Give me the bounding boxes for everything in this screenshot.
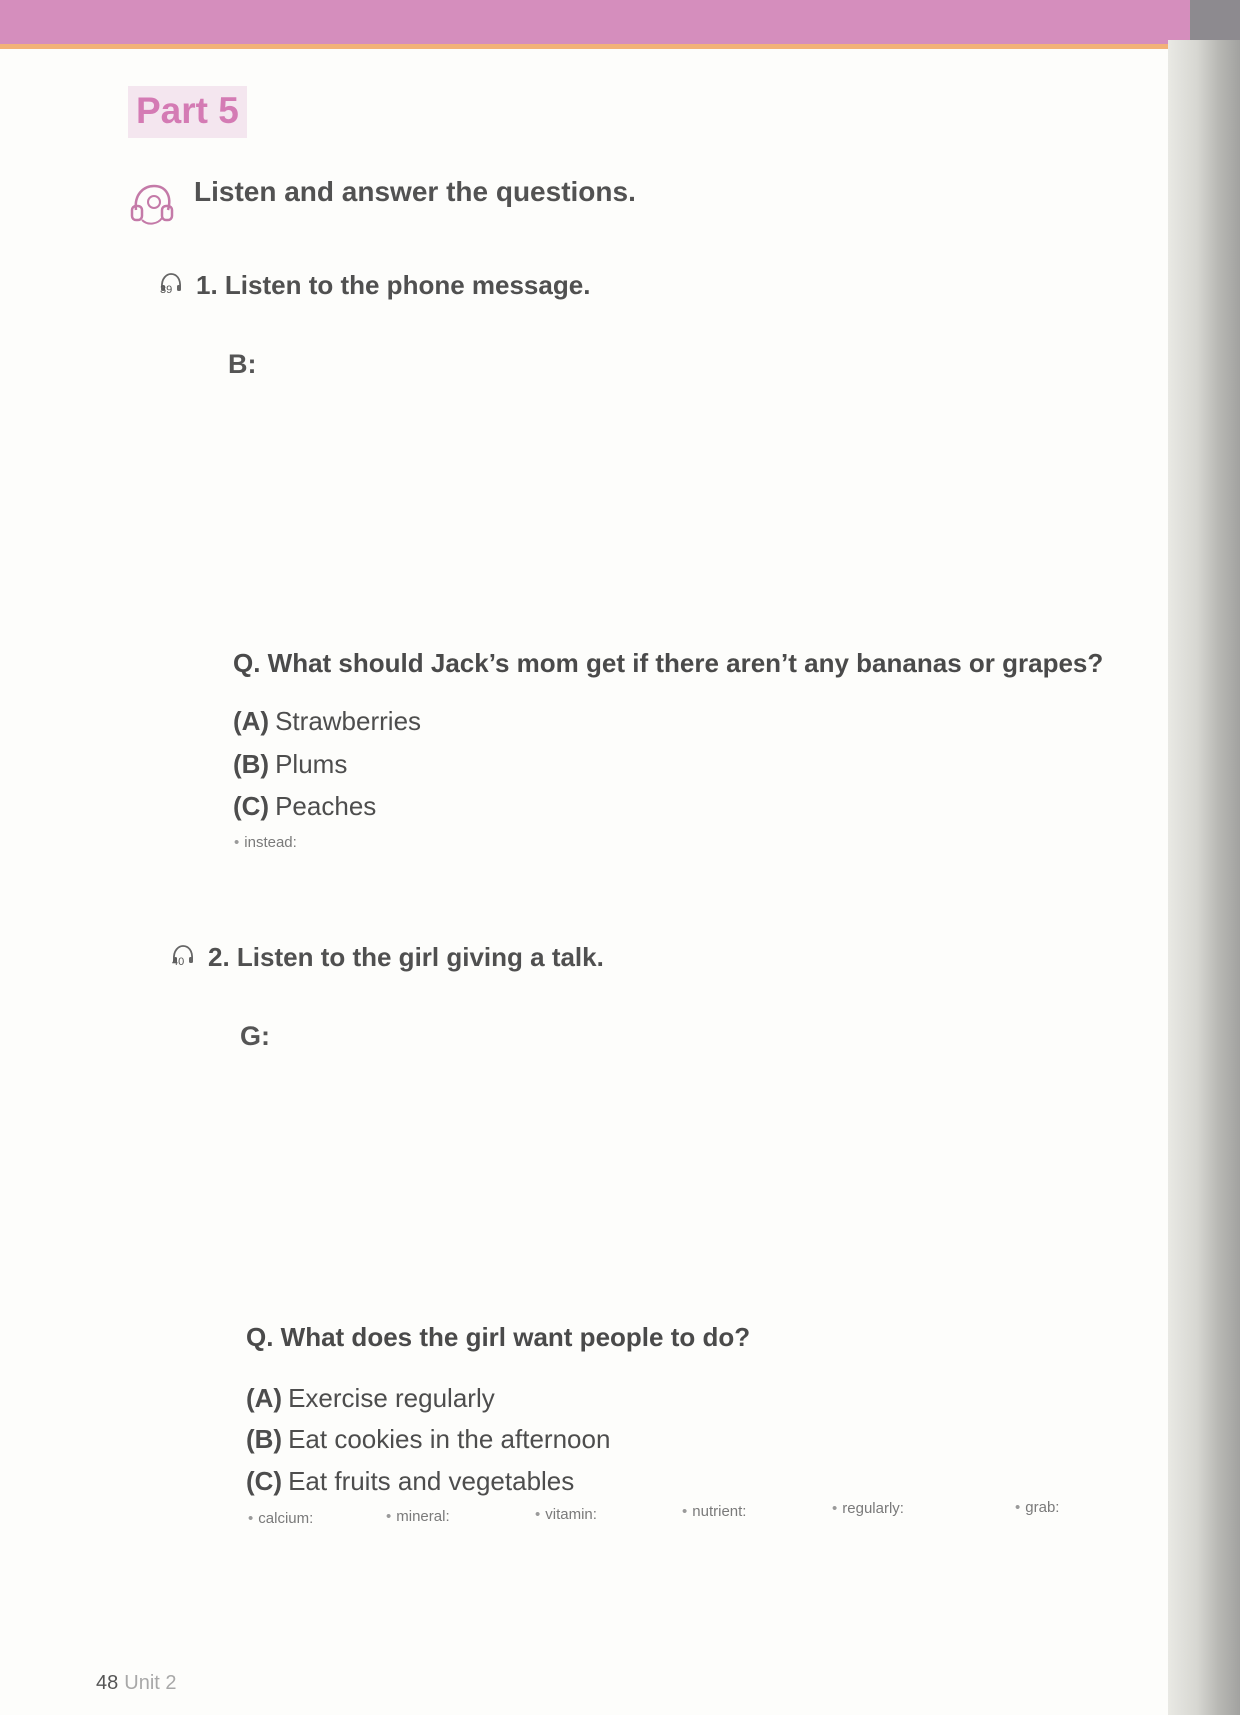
page-edge-shadow bbox=[1168, 40, 1240, 1715]
vocab-note: • nutrient: bbox=[682, 1503, 747, 1520]
page-number: 48 bbox=[96, 1672, 119, 1694]
question-2-heading: 2. Listen to the girl giving a talk. bbox=[208, 942, 604, 972]
answer-choice[interactable] bbox=[233, 749, 347, 780]
choice-letter: (A) bbox=[233, 706, 270, 736]
vocab-word: regularly: bbox=[842, 1500, 904, 1517]
choice-letter: (B) bbox=[233, 749, 270, 779]
vocab-word: nutrient: bbox=[692, 1503, 747, 1520]
unit-label: Unit 2 bbox=[124, 1672, 177, 1694]
audio-track-icon[interactable] bbox=[158, 272, 184, 307]
answer-choice[interactable] bbox=[233, 791, 376, 822]
track-number: 39 bbox=[160, 284, 173, 296]
part-title: Part 5 bbox=[128, 86, 247, 138]
headset-icon bbox=[128, 180, 176, 233]
speaker-label: B: bbox=[228, 349, 257, 379]
choice-text: Exercise regularly bbox=[288, 1383, 495, 1413]
vocab-word: mineral: bbox=[396, 1508, 450, 1525]
question-2-prompt: Q. What does the girl want people to do? bbox=[246, 1322, 751, 1352]
vocab-note: • instead: bbox=[234, 834, 297, 851]
vocab-note: • calcium: bbox=[248, 1510, 314, 1527]
answer-choice[interactable] bbox=[246, 1424, 610, 1455]
vocab-word: calcium: bbox=[258, 1510, 314, 1527]
vocab-word: vitamin: bbox=[545, 1506, 597, 1523]
page-footer bbox=[96, 1672, 177, 1695]
vocab-note: • grab: bbox=[1015, 1499, 1060, 1516]
track-number: 40 bbox=[172, 956, 185, 968]
choice-letter: (A) bbox=[246, 1383, 283, 1413]
choice-text: Plums bbox=[275, 749, 348, 779]
choice-letter: (C) bbox=[233, 791, 270, 821]
top-accent-line bbox=[0, 44, 1175, 49]
choice-text: Strawberries bbox=[275, 706, 422, 736]
question-1-prompt: Q. What should Jack’s mom get if there aren’t any bananas or grapes? bbox=[233, 648, 1104, 678]
choice-letter: (C) bbox=[246, 1466, 283, 1496]
audio-track-icon[interactable] bbox=[170, 944, 196, 979]
vocab-note: • regularly: bbox=[832, 1500, 904, 1517]
choice-text: Eat cookies in the afternoon bbox=[288, 1424, 611, 1454]
question-1-heading: 1. Listen to the phone message. bbox=[196, 270, 591, 300]
answer-choice[interactable] bbox=[246, 1383, 495, 1414]
answer-choice[interactable] bbox=[233, 706, 421, 737]
choice-letter: (B) bbox=[246, 1424, 283, 1454]
speaker-label: G: bbox=[240, 1021, 270, 1051]
vocab-word: instead: bbox=[244, 834, 297, 851]
answer-choice[interactable] bbox=[246, 1466, 574, 1497]
top-color-band bbox=[0, 0, 1240, 44]
choice-text: Eat fruits and vegetables bbox=[288, 1466, 575, 1496]
choice-text: Peaches bbox=[275, 791, 377, 821]
vocab-word: grab: bbox=[1025, 1499, 1060, 1516]
instruction-text: Listen and answer the questions. bbox=[194, 176, 636, 207]
vocab-note: • mineral: bbox=[386, 1508, 450, 1525]
vocab-note: • vitamin: bbox=[535, 1506, 597, 1523]
